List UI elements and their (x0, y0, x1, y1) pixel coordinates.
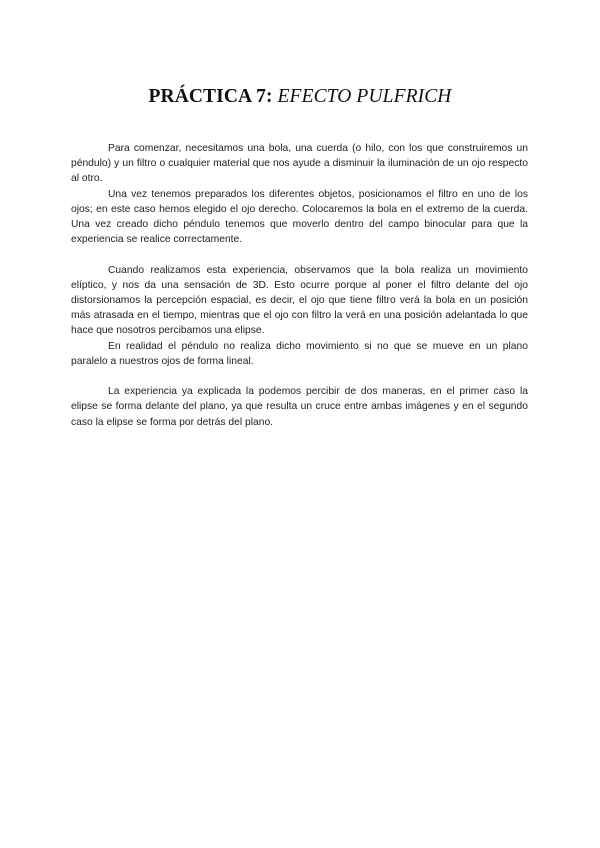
title-main: PRÁCTICA 7: (148, 86, 273, 107)
page-title (0, 86, 600, 108)
title-italic: EFECTO PULFRICH (277, 86, 452, 107)
paragraph: La experiencia ya explicada la podemos percibir de dos maneras, en el primer caso la elipse se forma delante del plano, ya que resulta un cruce entre ambas imágenes y en el segundo caso la elipse se forma por detrás del plano. (71, 386, 528, 428)
paragraph: Una vez tenemos preparados los diferentes objetos, posicionamos el filtro en uno de los ojos; en este caso hemos elegido el ojo derecho. Colocaremos la bola en el extremo de la cuerda. Una vez creado dicho péndulo tenemos que moverlo dentro del campo binocular para que la experiencia se realice correctamente. (71, 188, 528, 246)
paragraph: Para comenzar, necesitamos una bola, una cuerda (o hilo, con los que construiremos un péndulo) y un filtro o cualquier material que nos ayude a disminuir la iluminación de un ojo respecto al otro. (71, 143, 528, 185)
paragraph: En realidad el péndulo no realiza dicho movimiento si no que se mueve en un plano paralelo a nuestros ojos de forma lineal. (71, 340, 528, 367)
paragraph: Cuando realizamos esta experiencia, observamos que la bola realiza un movimiento elíptico, y nos da una sensación de 3D. Esto ocurre porque al poner el filtro delante del ojo distorsionamos la percepción espacial, es decir, el ojo que tiene filtro verá la bola en un posición más atrasada en el tiempo, mientras que el ojo con filtro la verá en una posición adelantada lo que hace que nosotros percibamos una elipse. (71, 264, 528, 337)
document-body (71, 141, 528, 430)
